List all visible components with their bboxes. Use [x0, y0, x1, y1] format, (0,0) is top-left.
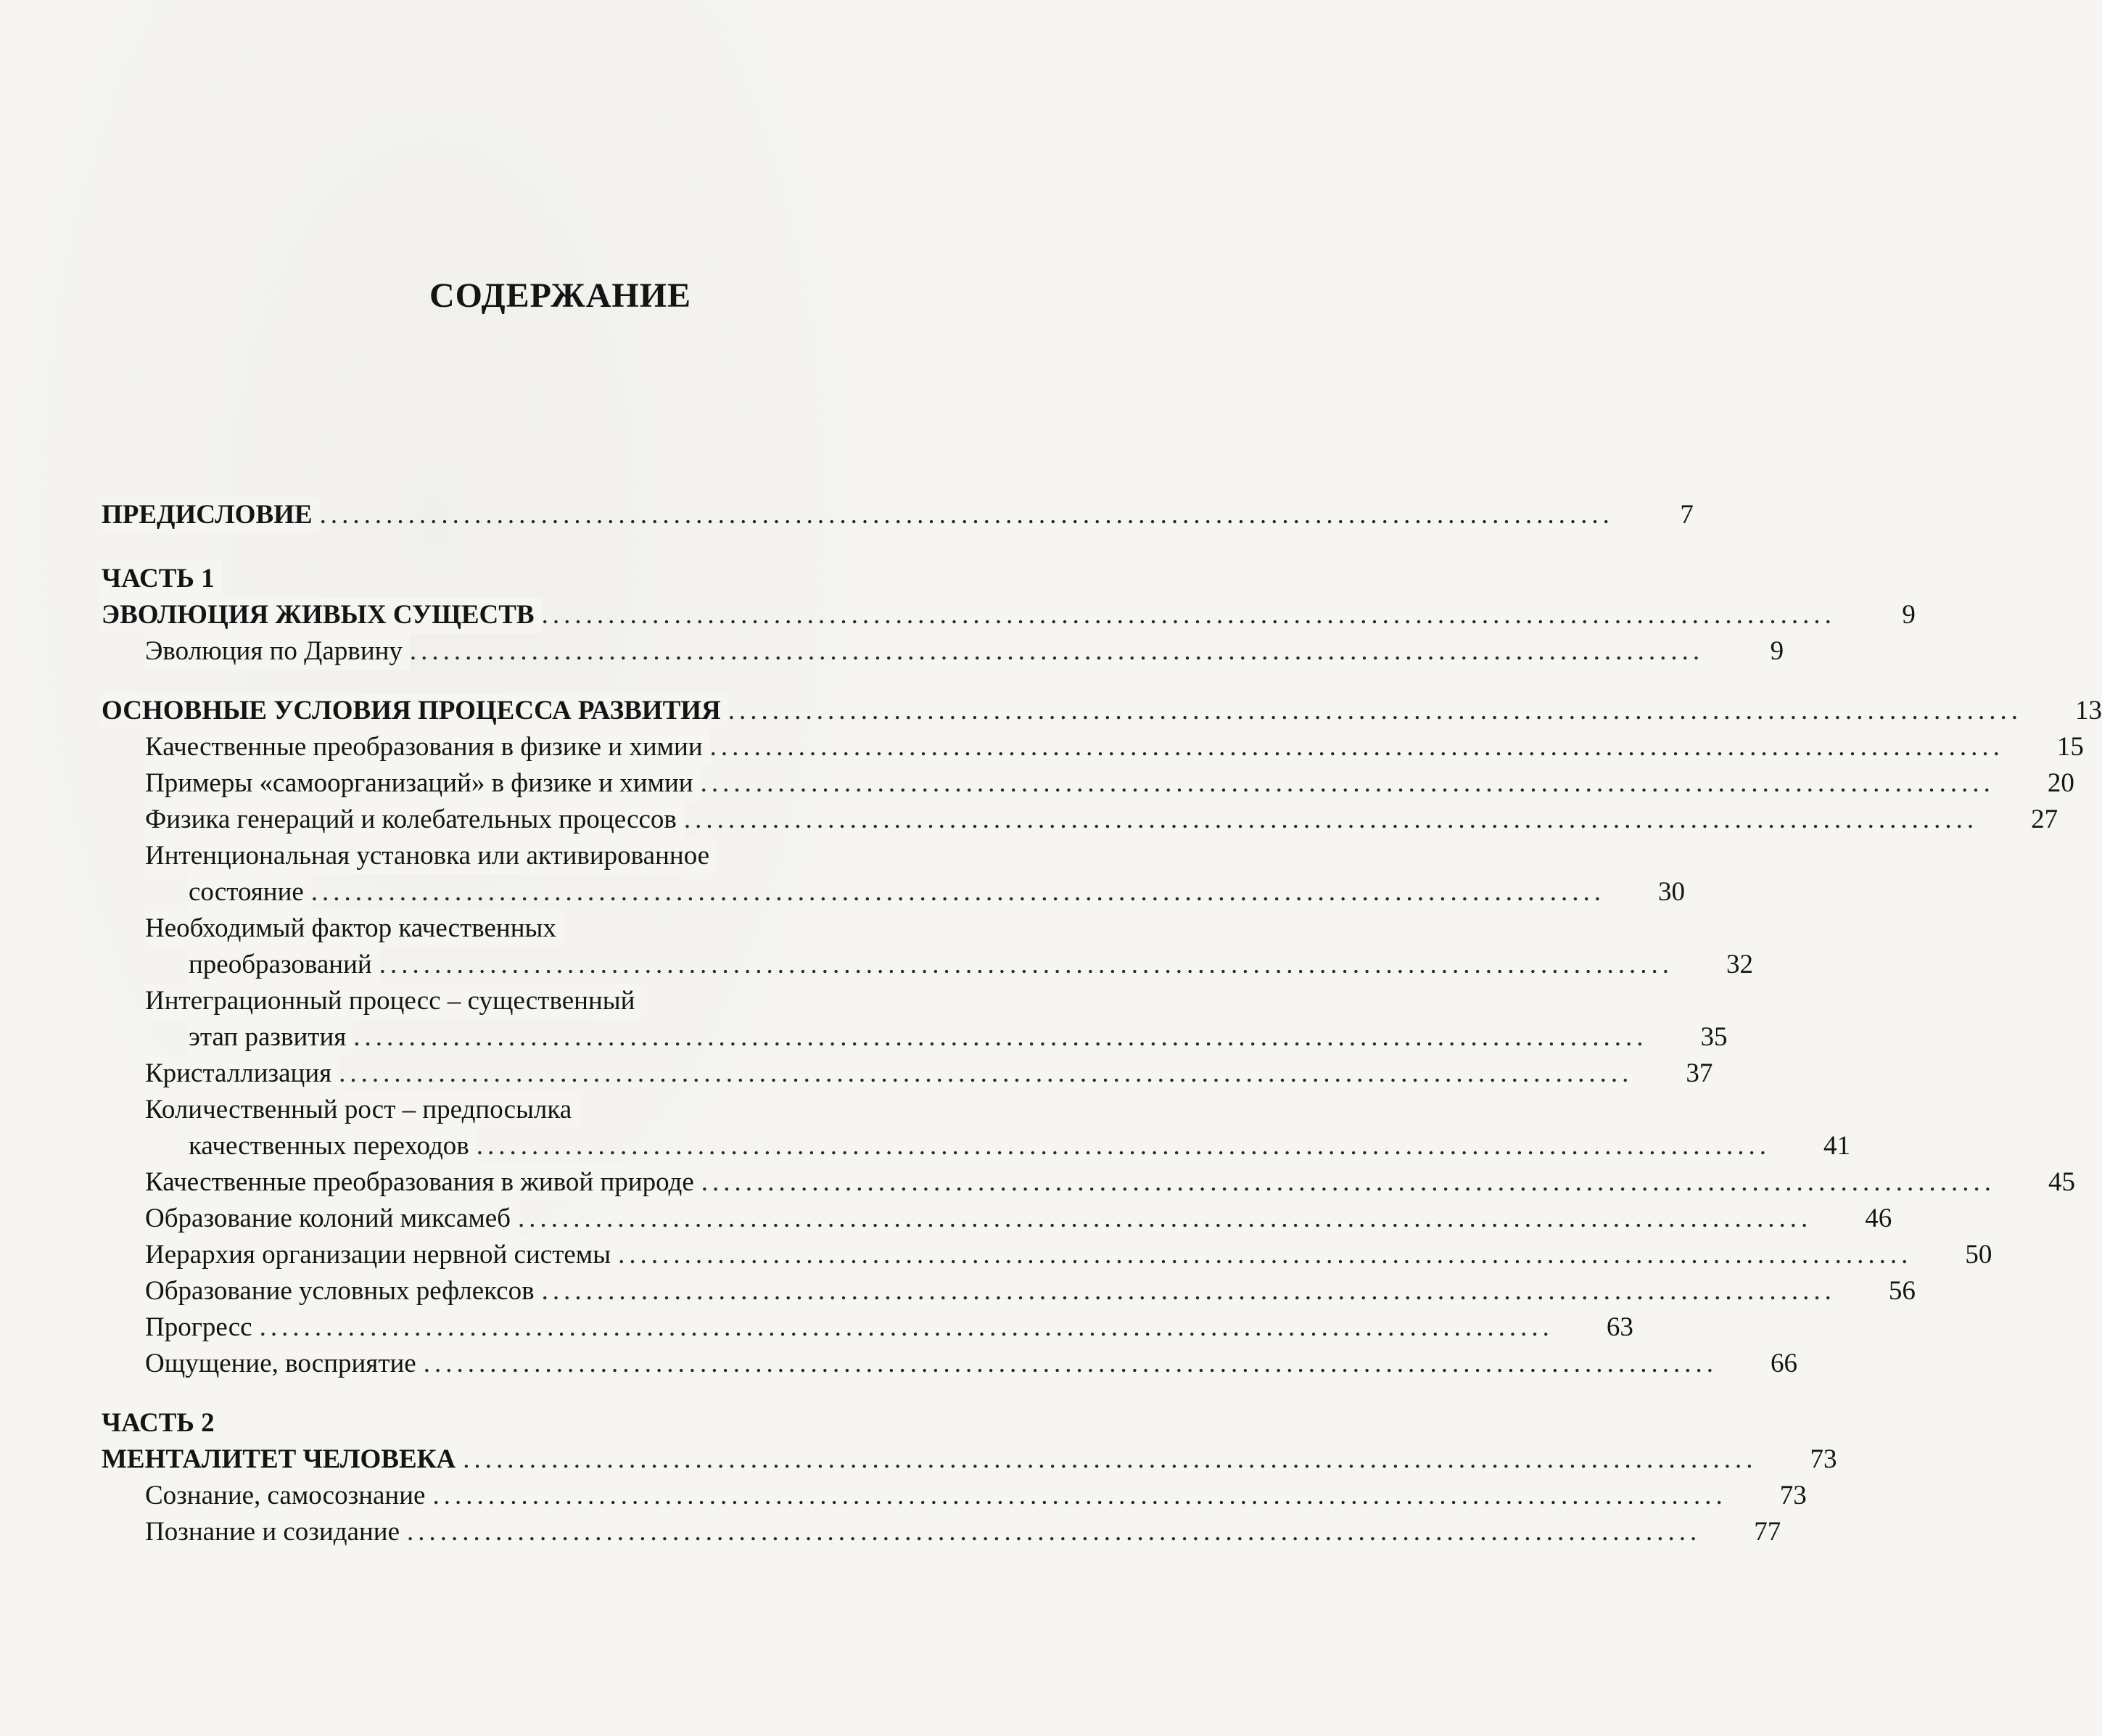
dot-leader: ..................................................................................................................... — [463, 1444, 1757, 1474]
toc-entry-text: Примеры «самоорганизаций» в физике и химии — [145, 765, 701, 802]
dot-leader: ..................................................................................................................... — [728, 696, 2023, 725]
toc-entry-text: ОСНОВНЫЕ УСЛОВИЯ ПРОЦЕССА РАЗВИТИЯ — [102, 693, 728, 729]
toc-entry-section-line1 — [102, 1092, 1017, 1128]
toc-entry-text: качественных переходов — [189, 1128, 477, 1164]
dot-leader: ..................................................................................................................... — [541, 1276, 1836, 1306]
toc-entry-section — [102, 802, 2058, 838]
dot-leader: ..................................................................................................................... — [379, 950, 1673, 979]
toc-entry-text: Количественный рост – предпосылка — [145, 1092, 579, 1128]
dot-leader: ..................................................................................................................... — [541, 600, 1836, 630]
toc-page-number: 63 — [1606, 1312, 1633, 1342]
toc-entry-section-line2 — [102, 1128, 1851, 1164]
toc-entry-text: Качественные преобразования в живой природе — [145, 1164, 701, 1201]
dot-leader: ..................................................................................................................... — [310, 877, 1606, 907]
dot-leader: ..................................................................................................................... — [700, 768, 1995, 798]
dot-leader: ..................................................................................................................... — [683, 805, 1979, 834]
toc-entry-text: Образование колоний миксамеб — [145, 1201, 518, 1237]
toc-entry-section — [102, 1201, 1892, 1237]
dot-leader: ..................................................................................................................... — [476, 1131, 1771, 1161]
toc-page-number: 41 — [1823, 1131, 1851, 1161]
table-of-contents — [102, 497, 2102, 1550]
toc-entry-section — [102, 765, 2074, 802]
dot-leader: ..................................................................................................................... — [409, 636, 1705, 666]
toc-entry-section-line2 — [102, 874, 1686, 910]
toc-page-number: 45 — [2048, 1167, 2076, 1197]
toc-entry-text: Необходимый фактор качественных — [145, 910, 564, 947]
toc-entry-section — [102, 1478, 1807, 1514]
page-title: СОДЕРЖАНИЕ — [429, 276, 692, 315]
toc-page-number: 37 — [1686, 1058, 1713, 1088]
toc-page-number: 50 — [1965, 1240, 1992, 1270]
toc-entry-text: этап развития — [189, 1019, 353, 1056]
toc-entry-chapter — [102, 597, 1916, 633]
dot-leader: ..................................................................................................................... — [319, 500, 1614, 530]
toc-entry-text: Интенциональная установка или активированное — [145, 838, 717, 874]
toc-entry-text: состояние — [189, 874, 311, 910]
toc-entry-text: Качественные преобразования в физике и химии — [145, 729, 710, 765]
toc-entry-text: Эволюция по Дарвину — [145, 633, 410, 670]
dot-leader: ..................................................................................................................... — [618, 1240, 1913, 1270]
toc-entry-section-line1 — [102, 838, 1017, 874]
toc-entry-text: Физика генераций и колебательных процессов — [145, 802, 684, 838]
toc-entry-section — [102, 1514, 1781, 1550]
toc-page-number: 9 — [1902, 600, 1916, 630]
dot-leader: ..................................................................................................................... — [423, 1349, 1718, 1378]
dot-leader: ..................................................................................................................... — [353, 1022, 1648, 1052]
toc-entry-section — [102, 1309, 1633, 1346]
toc-entry-text: Кристаллизация — [145, 1056, 339, 1092]
toc-entry-text: ПРЕДИСЛОВИЕ — [102, 497, 320, 533]
dot-leader: ..................................................................................................................... — [259, 1312, 1554, 1342]
dot-leader: ..................................................................................................................... — [518, 1204, 1813, 1233]
toc-entry-section-line1 — [102, 910, 1017, 947]
toc-entry-text: Познание и созидание — [145, 1514, 407, 1550]
toc-entry-text: ЭВОЛЮЦИЯ ЖИВЫХ СУЩЕСТВ — [102, 597, 542, 633]
toc-entry-text: МЕНТАЛИТЕТ ЧЕЛОВЕКА — [102, 1441, 463, 1478]
toc-page-number: 66 — [1770, 1349, 1797, 1378]
toc-page-number: 46 — [1865, 1204, 1892, 1233]
toc-page-number: 30 — [1658, 877, 1686, 907]
toc-entry-text: ЧАСТЬ 2 — [102, 1405, 222, 1441]
toc-page-number: 56 — [1888, 1276, 1916, 1306]
toc-page-number: 20 — [2047, 768, 2074, 798]
dot-leader: ..................................................................................................................... — [432, 1481, 1727, 1510]
toc-entry-text: преобразований — [189, 947, 379, 983]
dot-leader: ..................................................................................................................... — [701, 1167, 1996, 1197]
toc-entry-section — [102, 1164, 2076, 1201]
toc-entry-text: Иерархия организации нервной системы — [145, 1237, 618, 1273]
toc-page-number: 9 — [1770, 636, 1784, 666]
toc-entry-text: Прогресс — [145, 1309, 260, 1346]
toc-page-number: 35 — [1700, 1022, 1728, 1052]
toc-entry-section — [102, 1056, 1713, 1092]
toc-entry-text: Образование условных рефлексов — [145, 1273, 542, 1309]
dot-leader: ..................................................................................................................... — [709, 732, 2004, 762]
toc-entry-section-line2 — [102, 1019, 1728, 1056]
toc-page-number: 73 — [1779, 1481, 1807, 1510]
toc-part-heading — [102, 561, 1017, 597]
toc-entry-text: Сознание, самосознание — [145, 1478, 432, 1514]
toc-entry-section-line2 — [102, 947, 1753, 983]
toc-page-number: 27 — [2031, 805, 2058, 834]
toc-page-number: 15 — [2056, 732, 2084, 762]
toc-entry-section — [102, 633, 1784, 670]
toc-page-number: 32 — [1726, 950, 1753, 979]
toc-entry-preface — [102, 497, 1694, 533]
toc-entry-section — [102, 1346, 1797, 1382]
toc-entry-text: Интеграционный процесс – существенный — [145, 983, 642, 1019]
toc-entry-section-line1 — [102, 983, 1017, 1019]
toc-entry-chapter — [102, 1441, 1837, 1478]
toc-page-number: 77 — [1754, 1517, 1781, 1547]
toc-page-number: 73 — [1810, 1444, 1837, 1474]
toc-entry-chapter — [102, 693, 2102, 729]
toc-entry-section — [102, 729, 2084, 765]
dot-leader: ..................................................................................................................... — [339, 1058, 1633, 1088]
toc-entry-section — [102, 1237, 1992, 1273]
toc-entry-text: Ощущение, восприятие — [145, 1346, 424, 1382]
toc-page-number: 13 — [2075, 696, 2102, 725]
toc-entry-section — [102, 1273, 1916, 1309]
toc-part-heading — [102, 1405, 1017, 1441]
toc-page-number: 7 — [1680, 500, 1694, 530]
toc-entry-text: ЧАСТЬ 1 — [102, 561, 222, 597]
dot-leader: ..................................................................................................................... — [407, 1517, 1702, 1547]
